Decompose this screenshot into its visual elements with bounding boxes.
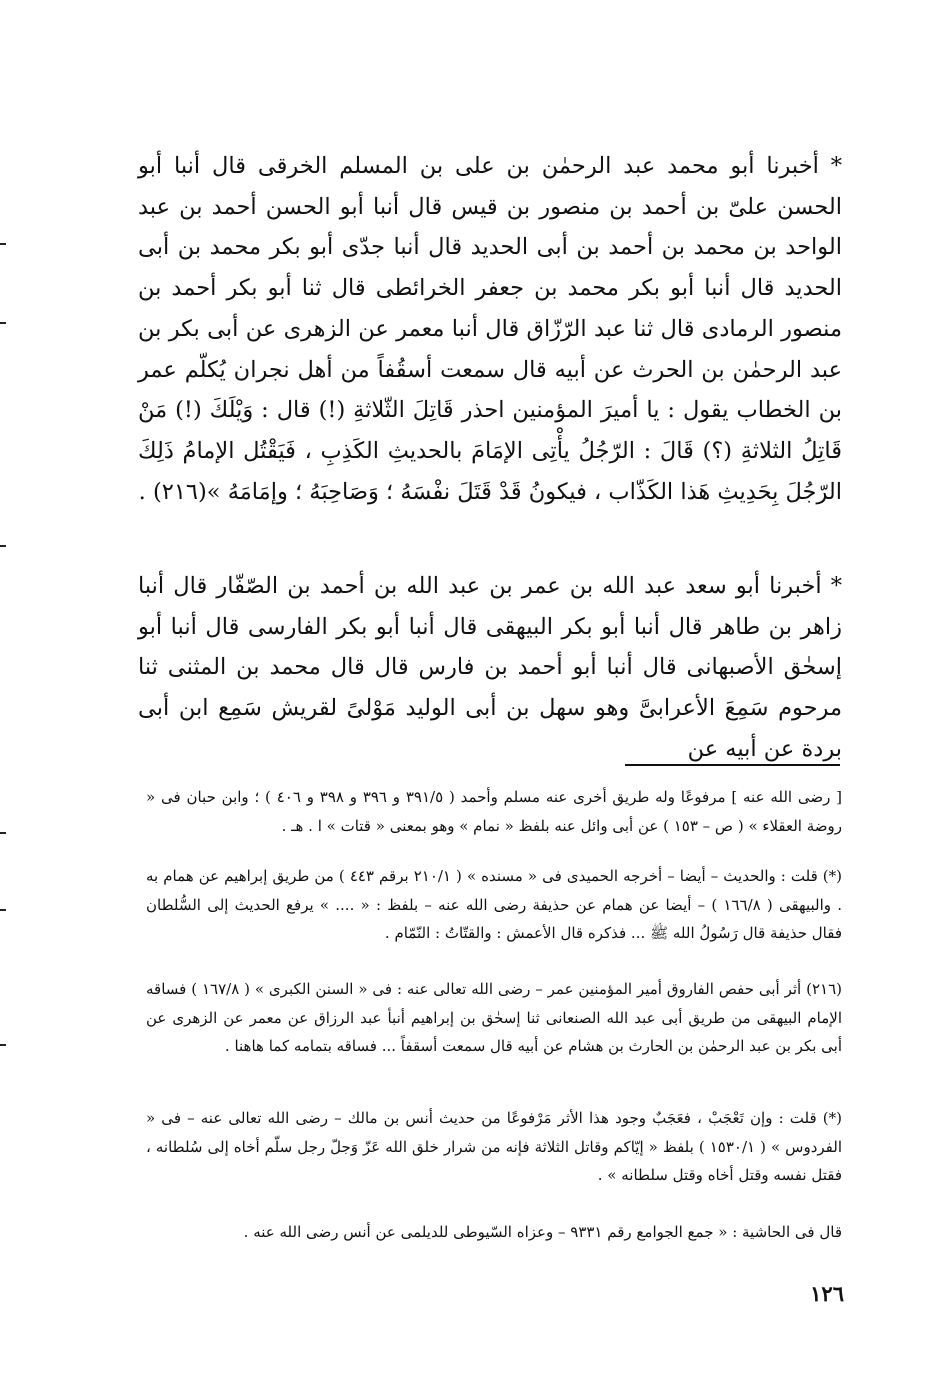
scan-mark: [0, 909, 6, 911]
scan-mark: [0, 832, 6, 834]
footnote-note-2: (*) قلت : وإن تَعْجَبْ ، فعَجَبٌ وجود هذا الأثر مَرْفوعًا من حديث أنس بن مالك – رضى الله تعالى عنه – فى « الفردوس » ( ١٥٣٠/١ ) بلفظ « إيّاكم وقاتل الثلاثة فإنه من شرار خلق الله عَزّ وَجلّ رجل سلّم أخاه إلى سُلطانه ، فقتل نفسه وقتل أخاه وقتل سلطانه » .: [146, 1109, 843, 1184]
footnote-note-1: (*) قلت : والحديث – أيضا – أخرجه الحميدى فى « مسنده » ( ٢١٠/١ برقم ٤٤٣ ) من طريق إبراهيم عن همام به . والبيهقى ( ١٦٦/٨ ) – أيضا عن همام عن حذيفة رضى الله عنه – بلفظ : « .... » يرفع الحديث إلى السُّلطان فقال حذيفة قال رَسُولُ الله ﷺ ... فذكره قال الأعمش : والقتّاتُ : النّمّام .: [146, 867, 843, 942]
page-number: ١٢٦: [810, 1281, 844, 1306]
body-paragraph-2: * أخبرنا أبو سعد عبد الله بن عمر بن عبد الله بن أحمد بن الصّفّار قال أنبا زاهر بن طاهر قال أنبا أبو بكر البيهقى قال أنبا أبو بكر الفارسى قال أنبا أبو إسحٰق الأصبهانى قال أنبا أبو أحمد بن فارس قال قال محمد بن المثنى ثنا مرحوم سَمِعَ الأعرابىَّ وهو سهل بن أبى الوليد مَوْلىً لقريش سَمِع ابن أبى بردة عن أبيه عن: [138, 573, 842, 762]
footnote-continuation: [ رضى الله عنه ] مرفوعًا وله طريق أخرى عنه مسلم وأحمد ( ٣٩١/٥ و ٣٩٦ و ٣٩٨ و ٤٠٦ ) ؛ وابن حبان فى « روضة العقلاء » ( ص – ١٥٣ ) عن أبى وائل عنه بلفظ « نمام » وهو بمعنى « قتات » ا . هـ .: [146, 788, 843, 835]
scan-mark: [0, 243, 6, 245]
body-paragraph-1: * أخبرنا أبو محمد عبد الرحمٰن بن على بن المسلم الخرقى قال أنبا أبو الحسن علىّ بن أحمد بن منصور بن قيس قال أنبا أبو الحسن أحمد بن عبد الواحد بن محمد بن أحمد بن أبى الحديد قال أنبا جدّى أبو بكر محمد بن أبى الحديد قال أنبا أبو بكر محمد بن جعفر الخرائطى قال ثنا أبو بكر أحمد بن منصور الرمادى قال ثنا عبد الرّزّاق قال أنبا معمر عن الزهرى عن أبى بكر بن عبد الرحمٰن بن الحرث عن أبيه قال سمعت أسقُفاً من أهل نجران يُكلّم عمر بن الخطاب يقول : يا أميرَ المؤمنين احذر قَاتِلَ الثّلاثةِ (!) قال : وَيْلَكَ (!) مَنْ قَاتِلُ الثلاثةِ (؟) قَالَ : الرّجُلُ يأْتِى الإمَامَ بالحديثِ الكَذِبِ ، فَيَقْتُل الإمامُ ذَلِكَ الرّجُلَ بِحَدِيثِ هَذا الكَذّاب ، فيكونُ قَدْ قَتَلَ نفْسَهُ ؛ وَصَاحِبَهُ ؛ وإمَامَهُ »(٢١٦) .: [138, 153, 842, 505]
footnote-216: (٢١٦) أثر أبى حفص الفاروق أمير المؤمنين عمر – رضى الله تعالى عنه : فى « السنن الكبرى » ( ١٦٧/٨ ) فساقه الإمام البيهقى من طريق أبى عبد الله الصنعانى ثنا إسحٰق بن إبراهيم أنبأ عبد الرزاق عن معمر عن الزهرى عن أبى بكر بن عبد الرحمٰن بن الحارث بن هشام عن أبيه قال سمعت أسقفاً ... فساقه بتمامه كما هاهنا .: [146, 980, 842, 1055]
footnote-separator: [625, 764, 840, 766]
scan-mark: [0, 1044, 6, 1046]
footnote-margin-note: قال فى الحاشية : « جمع الجوامع رقم ٩٣٣١ – وعزاه السّيوطى للديلمى عن أنس رضى الله عنه .: [243, 1223, 842, 1241]
scan-mark: [0, 322, 6, 324]
scan-mark: [0, 545, 6, 547]
